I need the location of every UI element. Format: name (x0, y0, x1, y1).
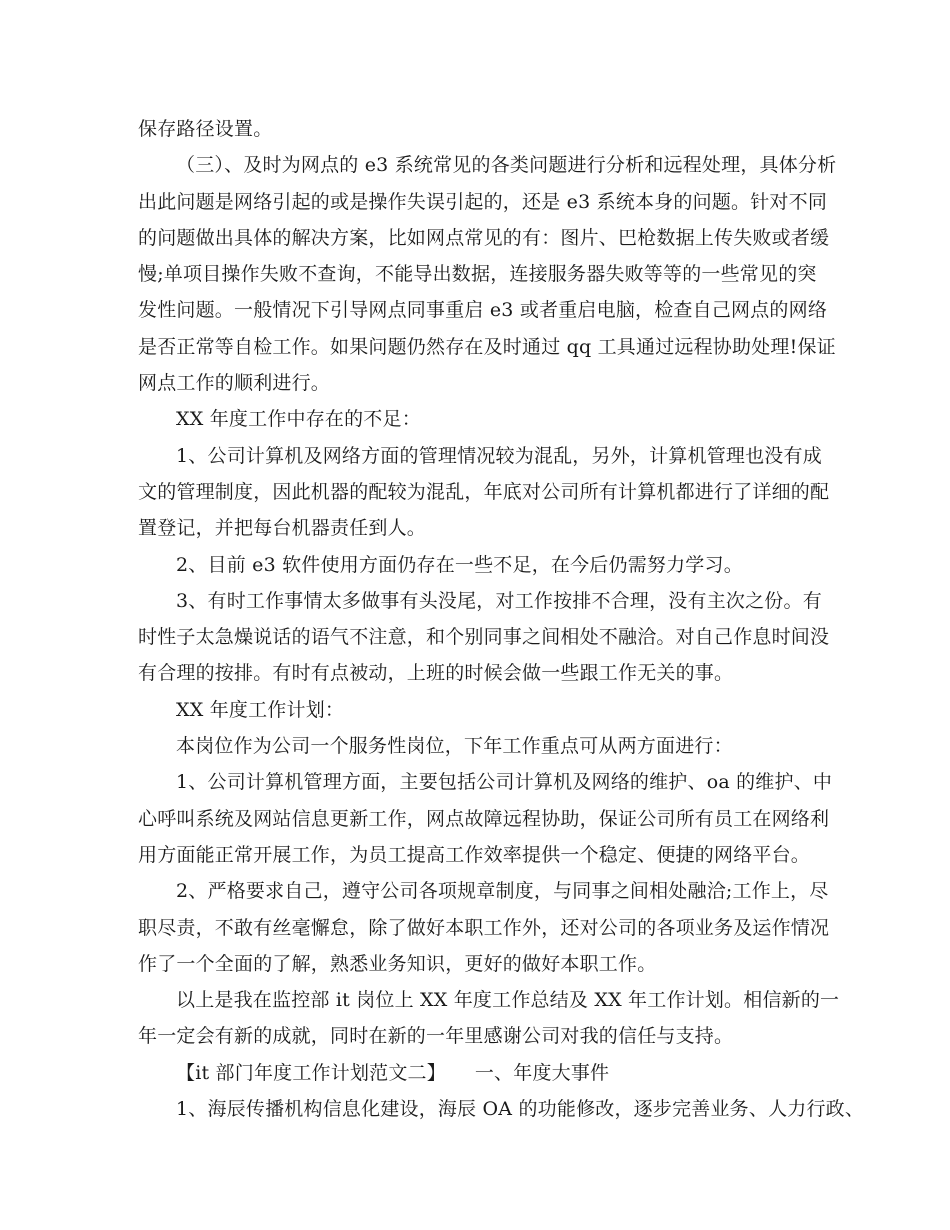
text-line: 以上是我在监控部 it 岗位上 XX 年度工作总结及 XX 年工作计划。相信新的一 (176, 989, 840, 1012)
text-line: 有合理的按排。有时有点被动，上班的时候会做一些跟工作无关的事。 (138, 662, 734, 685)
section-heading: XX 年度工作计划： (176, 698, 345, 721)
text-line: 1、公司计算机管理方面，主要包括公司计算机及网络的维护、oa 的维护、中 (176, 771, 833, 794)
text-line: 用方面能正常开展工作，为员工提高工作效率提供一个稳定、便捷的网络平台。 (138, 843, 811, 866)
text-line: 保存路径设置。 (138, 118, 273, 140)
text-line: 心呼叫系统及网站信息更新工作，网点故障远程协助，保证公司所有员工在网络利 (138, 807, 830, 830)
section-heading: 【it 部门年度工作计划范文二】 一、年度大事件 (176, 1061, 610, 1084)
text-line: 年一定会有新的成就，同时在新的一年里感谢公司对我的信任与支持。 (138, 1025, 734, 1048)
text-line: 慢;单项目操作失败不查询，不能导出数据，连接服务器失败等等的一些常见的突 (138, 263, 817, 286)
text-line: 作了一个全面的了解，熟悉业务知识，更好的做好本职工作。 (138, 952, 657, 975)
text-line: 发性问题。一般情况下引导网点同事重启 e3 或者重启电脑，检查自己网点的网络 (138, 299, 828, 322)
text-line: 3、有时工作事情太多做事有头没尾，对工作按排不合理，没有主次之份。有 (176, 589, 822, 612)
text-line: 2、严格要求自己，遵守公司各项规章制度，与同事之间相处融洽;工作上，尽 (176, 880, 829, 903)
section-heading: XX 年度工作中存在的不足： (176, 408, 421, 431)
text-line: 本岗位作为公司一个服务性岗位，下年工作重点可从两方面进行： (176, 735, 733, 758)
text-line: 职尽责，不敢有丝毫懈怠，除了做好本职工作外，还对公司的各项业务及运作情况 (138, 916, 830, 939)
text-line: 时性子太急燥说话的语气不注意，和个别同事之间相处不融洽。对自己作息时间没 (138, 626, 830, 649)
text-line: 1、海辰传播机构信息化建设，海辰 OA 的功能修改，逐步完善业务、人力行政、 (176, 1098, 865, 1121)
text-line: 网点工作的顺利进行。 (138, 372, 331, 395)
text-line: 2、目前 e3 软件使用方面仍存在一些不足，在今后仍需努力学习。 (176, 553, 743, 576)
text-line: 文的管理制度，因此机器的配较为混乱，年底对公司所有计算机都进行了详细的配 (138, 480, 830, 503)
document-body (138, 111, 865, 1127)
text-line: 1、公司计算机及网络方面的管理情况较为混乱，另外，计算机管理也没有成 (176, 444, 822, 467)
text-line: 置登记，并把每台机器责任到人。 (138, 517, 427, 540)
text-line: 的问题做出具体的解决方案，比如网点常见的有：图片、巴枪数据上传失败或者缓 (138, 226, 830, 249)
text-line: 是否正常等自检工作。如果问题仍然存在及时通过 qq 工具通过远程协助处理!保证 (138, 335, 836, 358)
text-line: 出此问题是网络引起的或是操作失误引起的，还是 e3 系统本身的问题。针对不同 (138, 190, 828, 213)
text-line: （三）、及时为网点的 e3 系统常见的各类问题进行分析和远程处理，具体分析 (176, 154, 837, 177)
